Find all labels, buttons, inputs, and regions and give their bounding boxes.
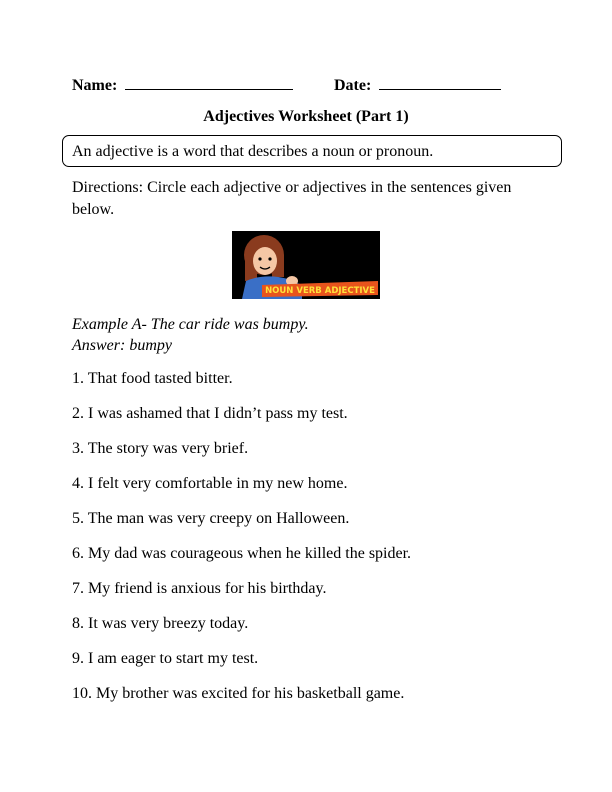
sentence-item[interactable]: 7. My friend is anxious for his birthday. <box>72 580 327 597</box>
example-answer: Answer: bumpy <box>72 337 172 354</box>
clipart-eye-right <box>268 257 271 260</box>
name-blank-line[interactable] <box>125 73 293 90</box>
date-field <box>334 73 501 95</box>
sentence-item[interactable]: 5. The man was very creepy on Halloween. <box>72 510 350 527</box>
sentence-item[interactable]: 8. It was very breezy today. <box>72 615 249 632</box>
date-label: Date: <box>334 77 372 94</box>
example-block <box>72 314 309 356</box>
clipart-eye-left <box>258 257 261 260</box>
name-field <box>72 73 293 95</box>
sentence-list <box>72 370 542 720</box>
worksheet-title: Adjectives Worksheet (Part 1) <box>203 108 409 125</box>
directions-text: Directions: Circle each adjective or adjectives in the sentences given below. <box>72 179 512 218</box>
header-row <box>72 73 542 95</box>
sentence-item[interactable]: 3. The story was very brief. <box>72 440 249 457</box>
teacher-clipart-icon <box>232 231 380 299</box>
clipart-face <box>253 247 277 275</box>
clipart-banner-text: NOUN VERB ADJECTIVE <box>265 286 375 296</box>
sentence-item[interactable]: 1. That food tasted bitter. <box>72 370 233 387</box>
name-label: Name: <box>72 77 118 94</box>
sentence-item[interactable]: 6. My dad was courageous when he killed the spider. <box>72 545 412 562</box>
definition-text: An adjective is a word that describes a noun or pronoun. <box>72 143 434 160</box>
sentence-item[interactable]: 9. I am eager to start my test. <box>72 650 259 667</box>
sentence-item[interactable]: 4. I felt very comfortable in my new home. <box>72 475 348 492</box>
example-sentence: Example A- The car ride was bumpy. <box>72 316 309 333</box>
date-blank-line[interactable] <box>379 73 501 90</box>
definition-box <box>62 135 562 167</box>
sentence-item[interactable]: 2. I was ashamed that I didn’t pass my test. <box>72 405 348 422</box>
sentence-item[interactable]: 10. My brother was excited for his basketball game. <box>72 685 405 702</box>
